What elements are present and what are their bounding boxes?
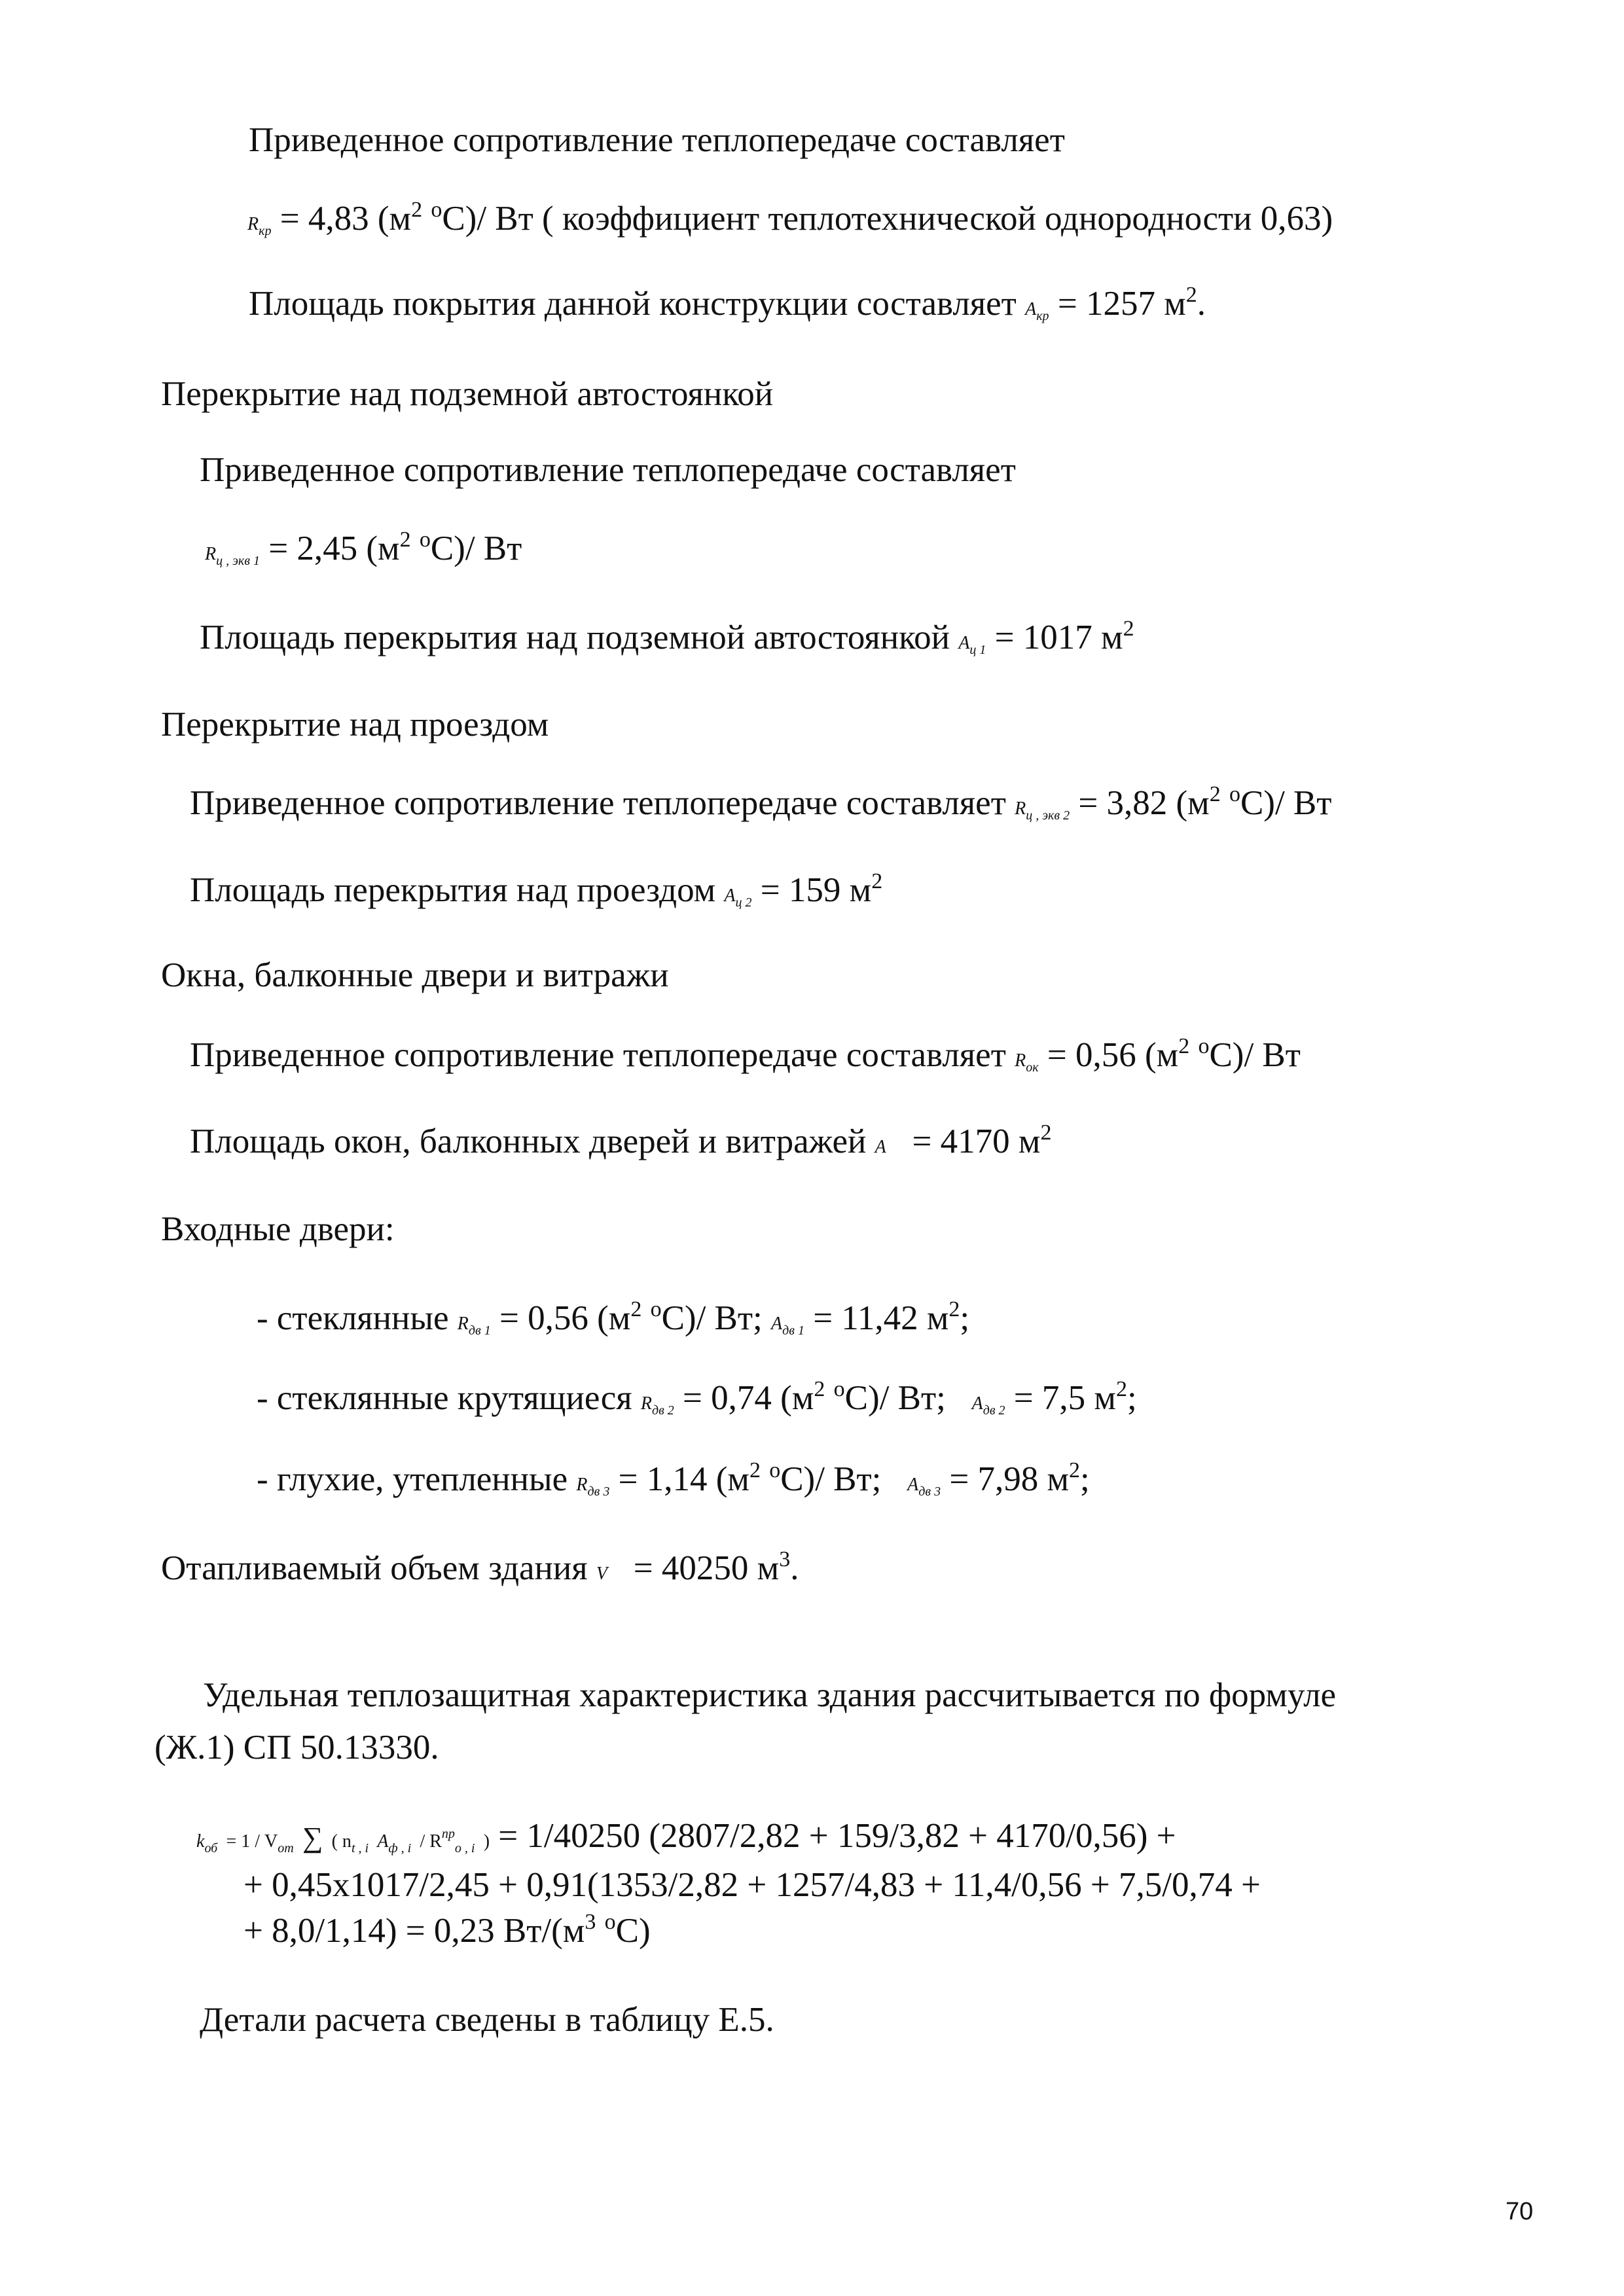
details-text: Детали расчета сведены в таблицу Е.5. bbox=[200, 2001, 774, 2039]
formula-line-1: kоб = 1 / Vот ∑ ( nt , i Aф , i / $R^{пр}o$ , i ) = 1/40250 (2807/2,82 + 159/3,82 + 4170/0,56) + bbox=[196, 1817, 1176, 1856]
roof-area: Площадь покрытия данной конструкции составляет Aкр = 1257 $м^2$. bbox=[249, 283, 1206, 323]
passage-area: Площадь перекрытия над проездом Aц 2 = 159 $м^2$ bbox=[190, 869, 883, 910]
formula-line-3: + 8,0/1,14) = 0,23 $Вт/(м^3$ $^o$С) bbox=[244, 1910, 651, 1950]
roof-resistance-intro: Приведенное сопротивление теплопередаче составляет bbox=[249, 121, 1065, 159]
parking-area: Площадь перекрытия над подземной автостоянкой Aц 1 = 1017 $м^2$ bbox=[200, 617, 1134, 657]
parking-resistance-intro: Приведенное сопротивление теплопередаче составляет bbox=[200, 451, 1016, 489]
roof-resistance-formula: Rкр = 4,83 ($м^2$ $^o$С)/ Вт ( коэффициент теплотехнической однородности 0,63) bbox=[247, 198, 1333, 238]
entrance-doors-heading: Входные двери: bbox=[161, 1210, 395, 1248]
parking-ceiling-heading: Перекрытие над подземной автостоянкой bbox=[161, 375, 774, 413]
parking-resistance-formula: Rц , экв 1 = 2,45 ($м^2$ $^o$С)/ Вт bbox=[205, 528, 522, 568]
characteristic-line-1: Удельная теплозащитная характеристика здания рассчитывается по формуле bbox=[203, 1676, 1337, 1714]
windows-resistance: Приведенное сопротивление теплопередаче составляет Rок = 0,56 ($м^2$ $^o$С)/ Вт bbox=[190, 1034, 1301, 1075]
door-item: - глухие, утепленные Rдв 3 = 1,14 ($м^2$ $^o$С)/ Вт; Aдв 3 = 7,98 $м^2$; bbox=[257, 1458, 1090, 1499]
door-item: - стеклянные Rдв 1 = 0,56 ($м^2$ $^o$С)/ Вт; Aдв 1 = 11,42 $м^2$; bbox=[257, 1297, 970, 1338]
passage-resistance: Приведенное сопротивление теплопередаче составляет Rц , экв 2 = 3,82 ($м^2$ $^o$С)/ Вт bbox=[190, 782, 1332, 823]
characteristic-line-2: (Ж.1) СП 50.13330. bbox=[154, 1729, 439, 1767]
formula-line-2: + 0,45x1017/2,45 + 0,91(1353/2,82 + 1257/4,83 + 11,4/0,56 + 7,5/0,74 + bbox=[244, 1866, 1261, 1904]
windows-heading: Окна, балконные двери и витражи bbox=[161, 956, 669, 994]
door-item: - стеклянные крутящиеся Rдв 2 = 0,74 ($м^2$ $^o$С)/ Вт; Aдв 2 = 7,5 $м^2$; bbox=[257, 1377, 1137, 1418]
page-number: 70 bbox=[1506, 2198, 1534, 2225]
windows-area: Площадь окон, балконных дверей и витражей A = 4170 $м^2$ bbox=[190, 1121, 1052, 1160]
passage-ceiling-heading: Перекрытие над проездом bbox=[161, 706, 549, 744]
heated-volume: Отапливаемый объем здания V = 40250 $м^3$. bbox=[161, 1547, 799, 1587]
